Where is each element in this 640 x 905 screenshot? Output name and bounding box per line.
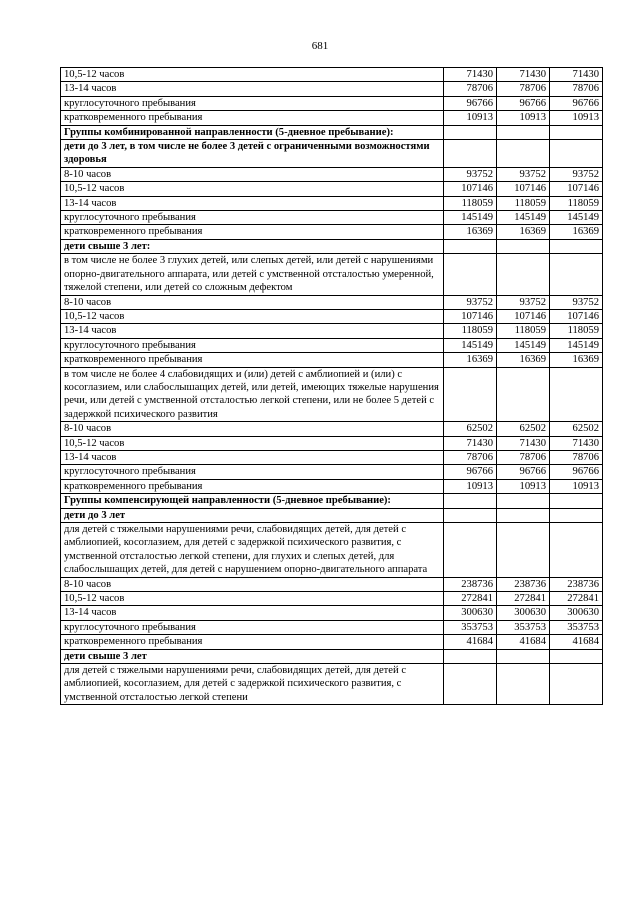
table-row [61, 606, 603, 620]
table-row [61, 324, 603, 338]
row-label-cell: в том числе не более 4 слабовидящих и (или) детей с амблиопией и (или) с косоглазием, или слабослышащих детей, или детей, имеющих тяжелые нарушения речи, или детей с умственной отсталостью легкой степени, или не более 5 детей с задержкой психического развития [61, 367, 444, 422]
value-cell [550, 649, 603, 663]
value-cell: 62502 [497, 422, 550, 436]
table-row [61, 125, 603, 139]
tariff-table-body [61, 68, 603, 705]
value-cell [444, 523, 497, 578]
value-cell: 10913 [444, 479, 497, 493]
row-label-cell: круглосуточного пребывания [61, 96, 444, 110]
table-row [61, 239, 603, 253]
value-cell: 71430 [444, 68, 497, 82]
value-cell: 16369 [497, 353, 550, 367]
value-cell: 118059 [444, 324, 497, 338]
value-cell: 41684 [444, 635, 497, 649]
page-number: 681 [311, 40, 329, 52]
value-cell: 107146 [497, 309, 550, 323]
value-cell: 238736 [444, 577, 497, 591]
row-label-cell: кратковременного пребывания [61, 111, 444, 125]
table-row [61, 309, 603, 323]
row-label-cell: круглосуточного пребывания [61, 465, 444, 479]
value-cell: 78706 [550, 82, 603, 96]
value-cell: 96766 [497, 465, 550, 479]
value-cell: 272841 [550, 592, 603, 606]
value-cell: 16369 [550, 353, 603, 367]
value-cell: 107146 [550, 182, 603, 196]
value-cell: 96766 [497, 96, 550, 110]
value-cell: 300630 [497, 606, 550, 620]
table-row [61, 96, 603, 110]
value-cell [497, 254, 550, 295]
value-cell: 300630 [550, 606, 603, 620]
table-row [61, 353, 603, 367]
value-cell: 145149 [550, 211, 603, 225]
value-cell: 93752 [444, 295, 497, 309]
table-row [61, 196, 603, 210]
table-row [61, 664, 603, 705]
table-row [61, 523, 603, 578]
value-cell: 353753 [444, 620, 497, 634]
value-cell: 145149 [550, 338, 603, 352]
value-cell [550, 523, 603, 578]
section-heading-cell: Группы компенсирующей направленности (5-дневное пребывание): [61, 494, 444, 508]
value-cell [497, 125, 550, 139]
table-row [61, 649, 603, 663]
row-label-cell: круглосуточного пребывания [61, 620, 444, 634]
row-label-cell: круглосуточного пребывания [61, 338, 444, 352]
table-row [61, 422, 603, 436]
table-row [61, 338, 603, 352]
table-row [61, 182, 603, 196]
table-row [61, 450, 603, 464]
tariff-table [60, 67, 603, 705]
value-cell [497, 239, 550, 253]
value-cell: 62502 [550, 422, 603, 436]
row-label-cell: 13-14 часов [61, 82, 444, 96]
section-heading-cell: дети до 3 лет, в том числе не более 3 детей с ограниченными возможностями здоровья [61, 140, 444, 168]
value-cell: 272841 [497, 592, 550, 606]
value-cell: 118059 [497, 196, 550, 210]
value-cell: 145149 [497, 211, 550, 225]
value-cell: 107146 [497, 182, 550, 196]
row-label-cell: 13-14 часов [61, 606, 444, 620]
value-cell: 10913 [444, 111, 497, 125]
row-label-cell: 8-10 часов [61, 167, 444, 181]
value-cell: 10913 [497, 479, 550, 493]
value-cell: 300630 [444, 606, 497, 620]
value-cell: 272841 [444, 592, 497, 606]
table-row [61, 254, 603, 295]
value-cell: 118059 [550, 196, 603, 210]
value-cell [550, 508, 603, 522]
row-label-cell: для детей с тяжелыми нарушениями речи, слабовидящих детей, для детей с амблиопией, косоглазием, для детей с задержкой психического развития, с умственной отсталостью легкой степени, для глухих и слепых детей, для слабослышащих детей, для детей с нарушением опорно-двигательного аппарата [61, 523, 444, 578]
table-row [61, 167, 603, 181]
table-row [61, 367, 603, 422]
table-row [61, 295, 603, 309]
value-cell: 16369 [550, 225, 603, 239]
value-cell [444, 239, 497, 253]
value-cell: 78706 [497, 450, 550, 464]
table-row [61, 620, 603, 634]
value-cell: 78706 [444, 450, 497, 464]
value-cell: 353753 [550, 620, 603, 634]
value-cell: 78706 [497, 82, 550, 96]
value-cell: 96766 [444, 465, 497, 479]
value-cell [444, 367, 497, 422]
value-cell: 93752 [550, 295, 603, 309]
row-label-cell: 13-14 часов [61, 196, 444, 210]
value-cell: 93752 [497, 295, 550, 309]
value-cell: 107146 [444, 309, 497, 323]
value-cell: 41684 [497, 635, 550, 649]
section-heading-cell: дети свыше 3 лет [61, 649, 444, 663]
value-cell: 145149 [497, 338, 550, 352]
section-heading-cell: дети свыше 3 лет: [61, 239, 444, 253]
value-cell [444, 254, 497, 295]
row-label-cell: круглосуточного пребывания [61, 211, 444, 225]
value-cell: 71430 [550, 436, 603, 450]
table-row [61, 635, 603, 649]
value-cell [444, 664, 497, 705]
table-row [61, 479, 603, 493]
value-cell [444, 649, 497, 663]
value-cell: 71430 [550, 68, 603, 82]
value-cell [497, 367, 550, 422]
table-row [61, 225, 603, 239]
row-label-cell: 10,5-12 часов [61, 309, 444, 323]
row-label-cell: кратковременного пребывания [61, 225, 444, 239]
value-cell: 353753 [497, 620, 550, 634]
table-row [61, 68, 603, 82]
value-cell [550, 254, 603, 295]
row-label-cell: 10,5-12 часов [61, 436, 444, 450]
value-cell [497, 494, 550, 508]
table-row [61, 82, 603, 96]
value-cell [550, 239, 603, 253]
value-cell [550, 125, 603, 139]
row-label-cell: 10,5-12 часов [61, 592, 444, 606]
value-cell: 71430 [497, 68, 550, 82]
value-cell: 96766 [550, 96, 603, 110]
value-cell [444, 494, 497, 508]
table-row [61, 465, 603, 479]
value-cell: 93752 [444, 167, 497, 181]
value-cell [444, 125, 497, 139]
table-row [61, 494, 603, 508]
row-label-cell: 10,5-12 часов [61, 182, 444, 196]
value-cell: 41684 [550, 635, 603, 649]
row-label-cell: 10,5-12 часов [61, 68, 444, 82]
value-cell [497, 649, 550, 663]
value-cell: 62502 [444, 422, 497, 436]
value-cell: 10913 [550, 111, 603, 125]
row-label-cell: 13-14 часов [61, 324, 444, 338]
value-cell [550, 367, 603, 422]
section-heading-cell: Группы комбинированной направленности (5-дневное пребывание): [61, 125, 444, 139]
value-cell: 118059 [550, 324, 603, 338]
value-cell: 118059 [444, 196, 497, 210]
row-label-cell: 8-10 часов [61, 577, 444, 591]
row-label-cell: кратковременного пребывания [61, 635, 444, 649]
row-label-cell: 8-10 часов [61, 295, 444, 309]
value-cell: 78706 [550, 450, 603, 464]
value-cell: 145149 [444, 338, 497, 352]
value-cell [550, 664, 603, 705]
value-cell: 10913 [550, 479, 603, 493]
value-cell: 238736 [497, 577, 550, 591]
value-cell [444, 508, 497, 522]
value-cell [550, 494, 603, 508]
row-label-cell: для детей с тяжелыми нарушениями речи, слабовидящих детей, для детей с амблиопией, косоглазием, для детей с задержкой психического развития, с умственной отсталостью легкой степени [61, 664, 444, 705]
value-cell [550, 140, 603, 168]
value-cell: 16369 [444, 225, 497, 239]
value-cell: 78706 [444, 82, 497, 96]
table-row [61, 436, 603, 450]
row-label-cell: в том числе не более 3 глухих детей, или слепых детей, или детей с нарушениями опорно-двигательного аппарата, или детей с умственной отсталостью умеренной, тяжелой степени, или детей со сложным дефектом [61, 254, 444, 295]
value-cell [497, 508, 550, 522]
table-row [61, 211, 603, 225]
value-cell: 93752 [497, 167, 550, 181]
table-row [61, 577, 603, 591]
value-cell: 16369 [497, 225, 550, 239]
row-label-cell: 13-14 часов [61, 450, 444, 464]
value-cell [497, 140, 550, 168]
value-cell: 238736 [550, 577, 603, 591]
value-cell: 10913 [497, 111, 550, 125]
value-cell: 145149 [444, 211, 497, 225]
value-cell [497, 523, 550, 578]
value-cell: 71430 [444, 436, 497, 450]
value-cell: 118059 [497, 324, 550, 338]
value-cell: 107146 [550, 309, 603, 323]
table-row [61, 508, 603, 522]
table-row [61, 592, 603, 606]
row-label-cell: кратковременного пребывания [61, 353, 444, 367]
value-cell [497, 664, 550, 705]
table-row [61, 140, 603, 168]
table-row [61, 111, 603, 125]
value-cell [444, 140, 497, 168]
row-label-cell: 8-10 часов [61, 422, 444, 436]
value-cell: 96766 [444, 96, 497, 110]
value-cell: 107146 [444, 182, 497, 196]
section-heading-cell: дети до 3 лет [61, 508, 444, 522]
value-cell: 96766 [550, 465, 603, 479]
row-label-cell: кратковременного пребывания [61, 479, 444, 493]
value-cell: 71430 [497, 436, 550, 450]
value-cell: 93752 [550, 167, 603, 181]
value-cell: 16369 [444, 353, 497, 367]
